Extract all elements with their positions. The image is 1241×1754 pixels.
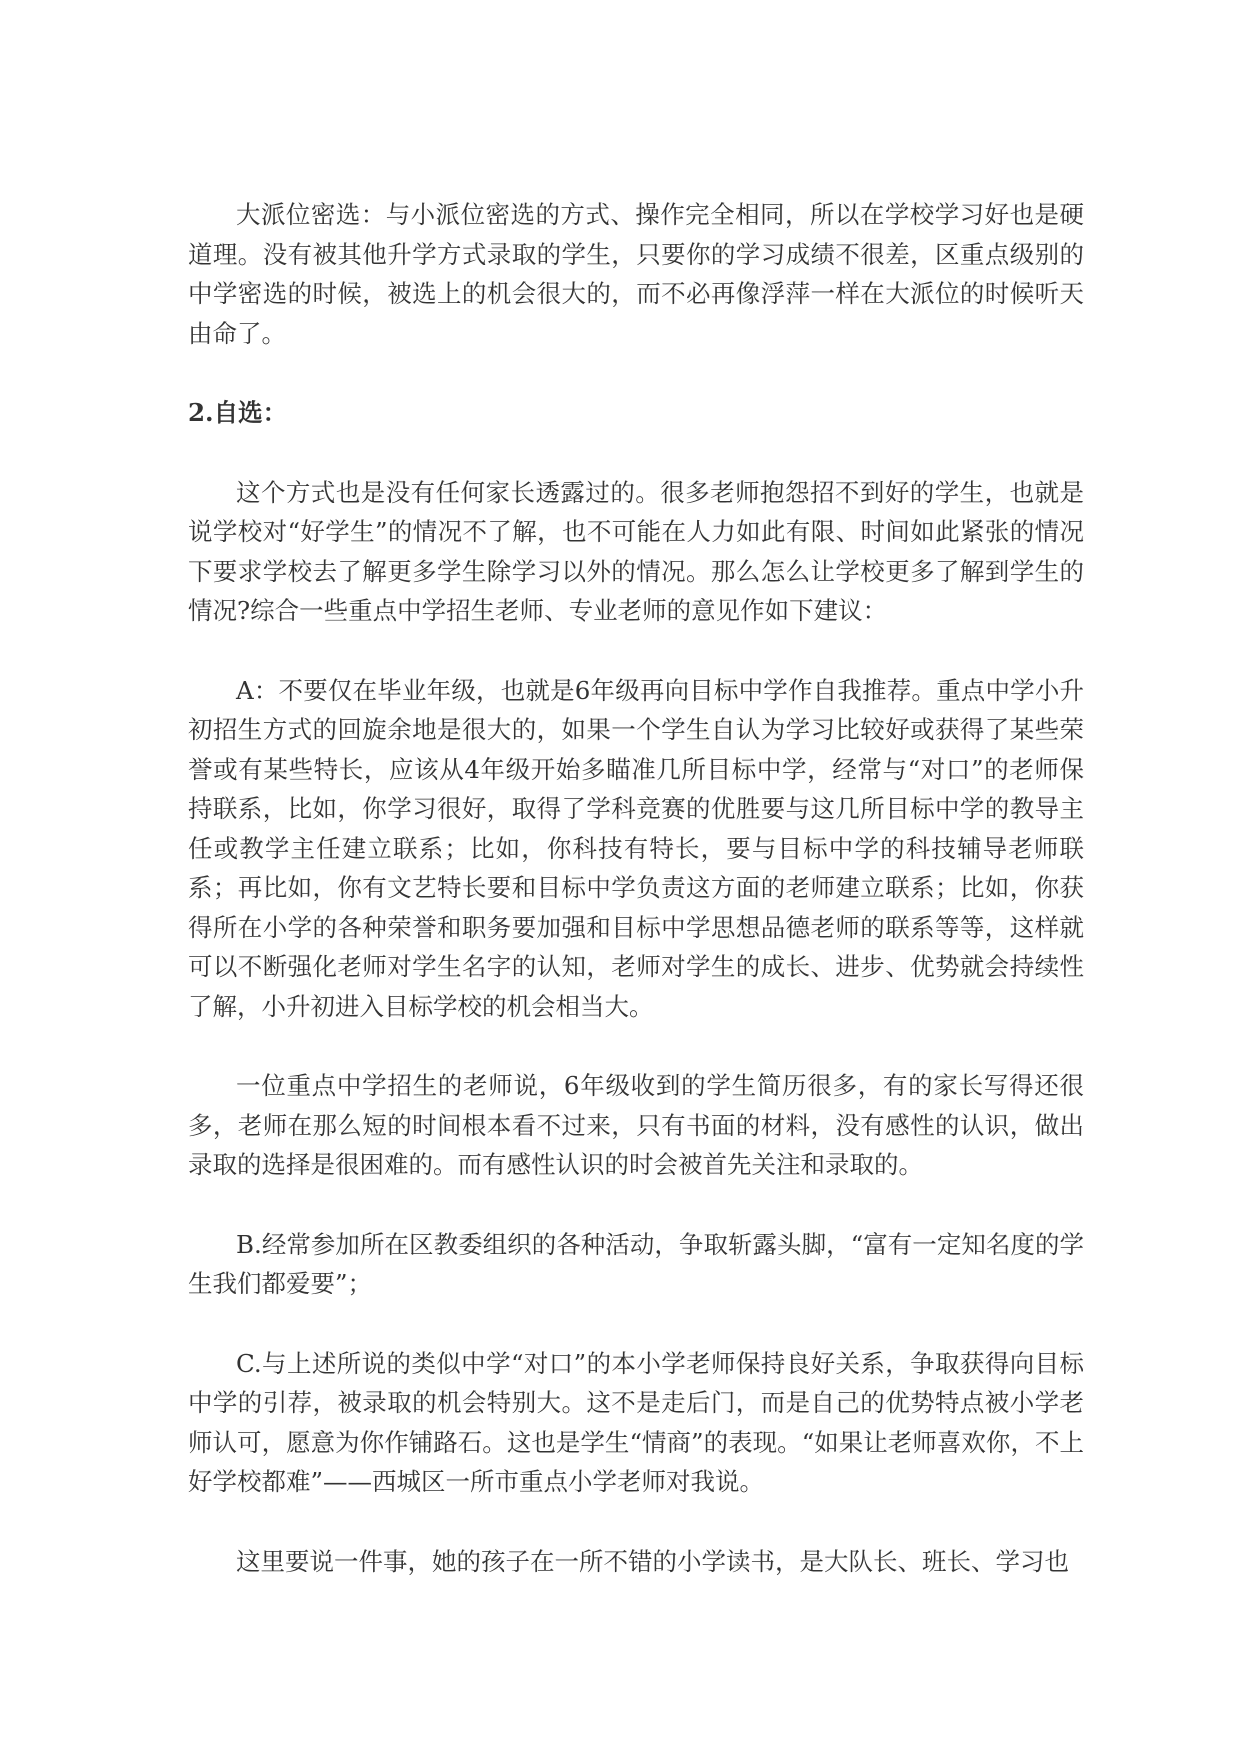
paragraph-spacer (188, 1185, 1084, 1225)
paragraph-spacer (188, 1026, 1084, 1066)
paragraph-spacer (188, 1304, 1084, 1344)
paragraph-big-lottery: 大派位密选：与小派位密选的方式、操作完全相同，所以在学校学习好也是硬道理。没有被其他升学方式录取的学生，只要你的学习成绩不很差，区重点级别的中学密选的时候，被选上的机会很大的，而不必再像浮萍一样在大派位的时候听天由命了。 (188, 200, 1084, 348)
paragraph-spacer (188, 631, 1084, 671)
paragraph-teacher-quote: 一位重点中学招生的老师说，6年级收到的学生简历很多，有的家长写得还很多，老师在那么短的时间根本看不过来，只有书面的材料，没有感性的认识，做出录取的选择是很困难的。而有感性认识的时会被首先关注和录取的。 (188, 1071, 1084, 1179)
document-body (188, 195, 1084, 1581)
paragraph-suggestion-a: A：不要仅在毕业年级，也就是6年级再向目标中学作自我推荐。重点中学小升初招生方式的回旋余地是很大的，如果一个学生自认为学习比较好或获得了某些荣誉或有某些特长，应该从4年级开始多瞄准几所目标中学，经常与“对口”的老师保持联系，比如，你学习很好，取得了学科竞赛的优胜要与这几所目标中学的教导主任或教学主任建立联系；比如，你科技有特长，要与目标中学的科技辅导老师联系；再比如，你有文艺特长要和目标中学负责这方面的老师建立联系；比如，你获得所在小学的各种荣誉和职务要加强和目标中学思想品德老师的联系等等，这样就可以不断强化老师对学生名字的认知，老师对学生的成长、进步、优势就会持续性了解，小升初进入目标学校的机会相当大。 (188, 675, 1084, 1021)
paragraph-suggestion-b: B.经常参加所在区教委组织的各种活动，争取斩露头脚，“富有一定知名度的学生我们都爱要”； (188, 1229, 1084, 1298)
paragraph-spacer (188, 1502, 1084, 1542)
paragraph-spacer (188, 353, 1084, 393)
paragraph-self-selection: 这个方式也是没有任何家长透露过的。很多老师抱怨招不到好的学生，也就是说学校对“好学生”的情况不了解，也不可能在人力如此有限、时间如此紧张的情况下要求学校去了解更多学生除学习以外的情况。那么怎么让学校更多了解到学生的情况?综合一些重点中学招生老师、专业老师的意见作如下建议： (188, 477, 1084, 625)
paragraph-spacer (188, 433, 1084, 473)
paragraph-anecdote: 这里要说一件事，她的孩子在一所不错的小学读书，是大队长、班长、学习也 (236, 1546, 1069, 1576)
section-heading: 2.自选： (188, 398, 288, 427)
paragraph-suggestion-c: C.与上述所说的类似中学“对口”的本小学老师保持良好关系，争取获得向目标中学的引荐，被录取的机会特别大。这不是走后门，而是自己的优势特点被小学老师认可，愿意为你作铺路石。这也是学生“情商”的表现。“如果让老师喜欢你，不上好学校都难”——西城区一所市重点小学老师对我说。 (188, 1348, 1084, 1496)
